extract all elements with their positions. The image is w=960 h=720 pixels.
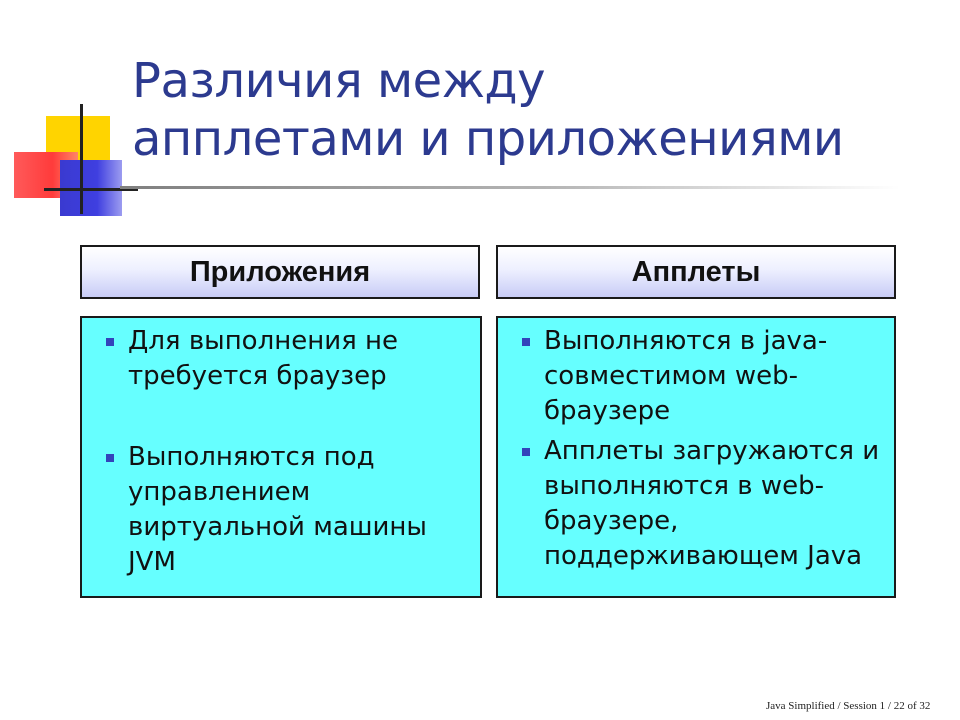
applets-header-label: Апплеты (631, 255, 761, 288)
footer-course: Java Simplified / (766, 700, 841, 712)
applications-content-box (80, 316, 482, 598)
vertical-line-shape (80, 104, 83, 214)
bullet-square-icon (106, 338, 114, 346)
applets-header (496, 245, 896, 299)
title-line-1: Различия между (132, 53, 546, 109)
list-item (94, 440, 472, 580)
applications-header (80, 245, 480, 299)
title-divider (120, 186, 900, 189)
list-item (510, 324, 886, 429)
title-line-2: апплетами и приложениями (132, 111, 844, 167)
list-item (510, 434, 886, 574)
slide-title (132, 52, 932, 168)
slide-footer (766, 700, 956, 712)
applications-header-label: Приложения (189, 255, 371, 288)
footer-page-number: 22 of 32 (893, 700, 931, 712)
bullet-text: Для выполнения не требуется браузер (128, 326, 399, 391)
bullet-square-icon (522, 448, 530, 456)
logo-decoration (0, 0, 140, 230)
bullet-text: Выполняются под управлением виртуальной машины JVM (128, 442, 427, 577)
bullet-square-icon (522, 338, 530, 346)
bullet-square-icon (106, 454, 114, 462)
applets-content-box (496, 316, 896, 598)
list-item (94, 324, 472, 394)
bullet-text: Выполняются в java-совместимом web-браузере (544, 326, 828, 426)
bullet-text: Апплеты загружаются и выполняются в web-браузере, поддерживающем Java (544, 436, 880, 571)
footer-session: Session 1 / (843, 700, 891, 712)
